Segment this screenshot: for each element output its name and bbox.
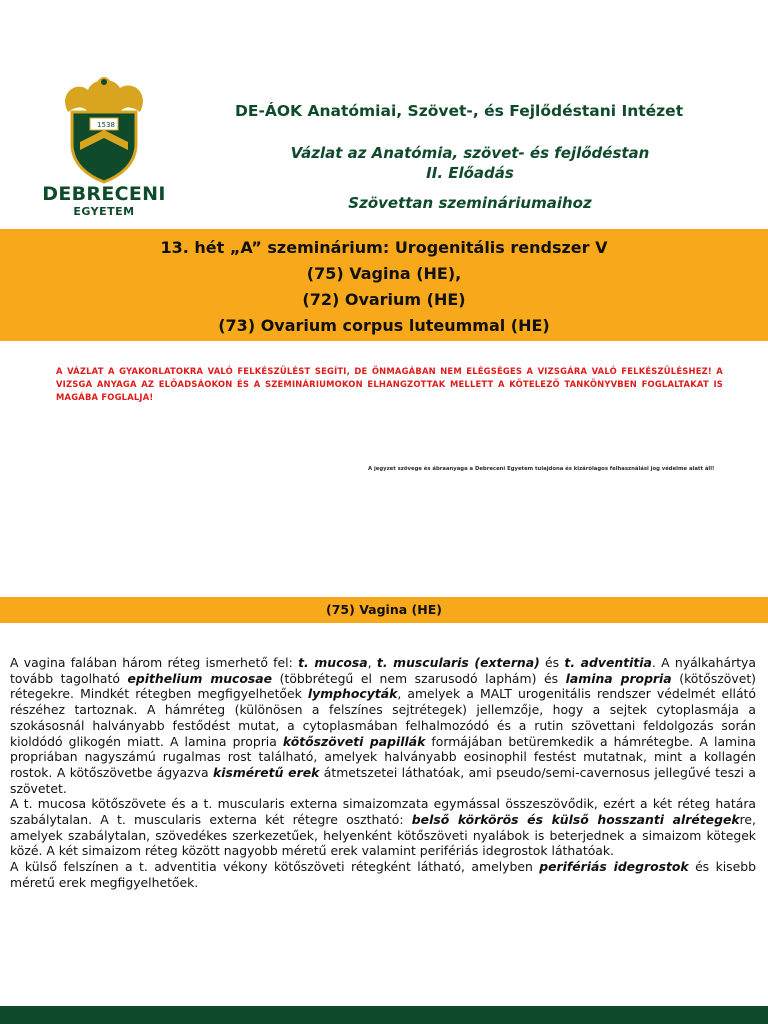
text-run: , amelyek a MALT urogenitális rendszer védelmét ellátó részéhez tartoznak. A hámréteg (különösen a felszínes sejtrétegek) jellemzője, hogy a sejtek cytoplasmája a szokásosnál halványabb festődést mutat, a cytoplasmában felhalmozódó és a rutin szövettani feldolgozás során kioldódó glikogén miatt. A lamina propria <box>10 686 756 749</box>
seminar-topic-vagina: (75) Vagina (HE), <box>306 264 462 283</box>
text-run: (többrétegű el nem szarusodó laphám) és <box>272 670 566 686</box>
text-run: A vagina falában három réteg ismerhető fel: <box>10 655 299 670</box>
section-heading: (75) Vagina (HE) <box>0 597 768 623</box>
exam-warning-notice: A VÁZLAT A GYAKORLATOKRA VALÓ FELKÉSZÜLÉST SEGÍTI, DE ÖNMAGÁBAN NEM ELÉGSÉGES A VIZSGÁRA VALÓ FELKÉSZÜLÉSHEZ! A VIZSGA ANYAGA AZ ELŐADSÁOKON ÉS A SZEMINÁRIUMOKON ELHANGZOTTAK MELLETT A KÖTELEZŐ TANKÖNYVBEN FOGLALTAKAT IS MAGÁBA FOGLALJA! <box>56 366 723 402</box>
subtitle-line1: Vázlat az Anatómia, szövet- és fejlődéstan <box>290 144 650 162</box>
footer-bar <box>0 1006 768 1024</box>
text-run: átmetszetei láthatóak, ami pseudo/semi-cavernosus jellegűvé teszi a szövetet. <box>10 764 756 796</box>
seminar-topic-ovarium: (72) Ovarium (HE) <box>302 290 466 309</box>
emphasized-term: perifériás idegrostok <box>539 859 689 875</box>
institute-title: DE-ÁOK Anatómiai, Szövet-, és Fejlődéstani Intézet <box>235 102 684 120</box>
body-text <box>10 655 756 891</box>
copyright-notice: A jegyzet szövege és ábraanyaga a Debreceni Egyetem tulajdona és kizárólagos felhasználási jog védelme alatt áll! <box>368 466 715 472</box>
subtitle-line3: Szövettan szemináriumaihoz <box>348 194 592 212</box>
text-run: (kötőszövet) rétegekre. Mindkét rétegben megfigyelhetőek <box>10 670 757 702</box>
logo-name-line1: DEBRECENI <box>42 183 166 205</box>
text-run: . A nyálkahártya tovább tagolható <box>10 655 756 686</box>
emphasized-term: t. mucosa <box>298 655 368 670</box>
emphasized-term: t. muscularis (externa) <box>376 655 540 670</box>
shield-year-right: 38 <box>106 121 115 129</box>
seminar-topic-corpus-luteum: (73) Ovarium corpus luteummal (HE) <box>218 316 550 335</box>
paragraph-muscularis <box>10 796 756 859</box>
seminar-title: 13. hét „A” szeminárium: Urogenitális rendszer V <box>160 238 608 257</box>
emphasized-term: kisméretű erek <box>212 764 320 780</box>
text-run: re, amelyek szabálytalan, szövedékes szerkezetűek, helyenként kötőszöveti nyalábok is beterjednek a simaizom kötegek közé. A két simaizom réteg között nagyobb méretű erek valamint perifériás idegrostok láthatóak. <box>10 812 756 859</box>
seminar-banner <box>0 229 768 341</box>
university-crest-icon <box>28 72 180 184</box>
shield-year-left: 15 <box>97 121 106 129</box>
paragraph-adventitia <box>10 859 756 890</box>
text-run: és kisebb méretű erek megfigyelhetőek. <box>10 859 756 890</box>
text-run: formájában betüremkedik a hámrétegbe. A lamina propriában nagyszámú rugalmas rost található, amelyek halványabb eosinophil festést mutatnak, mint a kollagén rostok. A kötőszövetbe ágyazva <box>10 733 756 780</box>
paragraph-layers <box>10 655 756 796</box>
emphasized-term: kötőszöveti papillák <box>282 733 426 749</box>
logo-name-line2: EGYETEM <box>73 205 135 218</box>
text-run: és <box>539 655 565 670</box>
emphasized-term: epithelium mucosae <box>127 670 273 686</box>
emphasized-term: belső körkörös és külső hosszanti alrétegek <box>411 812 740 828</box>
emphasized-term: t. adventitia <box>564 655 652 670</box>
text-run: A t. mucosa kötőszövete és a t. muscularis externa simaizomzata egymással összeszövődik, ezért a két réteg határa szabálytalan. A t. muscularis externa két rétegre osztható: <box>10 796 756 828</box>
emphasized-term: lymphocyták <box>307 686 398 702</box>
text-run: A külső felszínen a t. adventitia vékony kötőszöveti rétegként látható, amelyben <box>10 859 540 875</box>
emphasized-term: lamina propria <box>565 670 672 686</box>
text-run: , <box>367 655 377 670</box>
subtitle-line2: II. Előadás <box>426 164 514 182</box>
